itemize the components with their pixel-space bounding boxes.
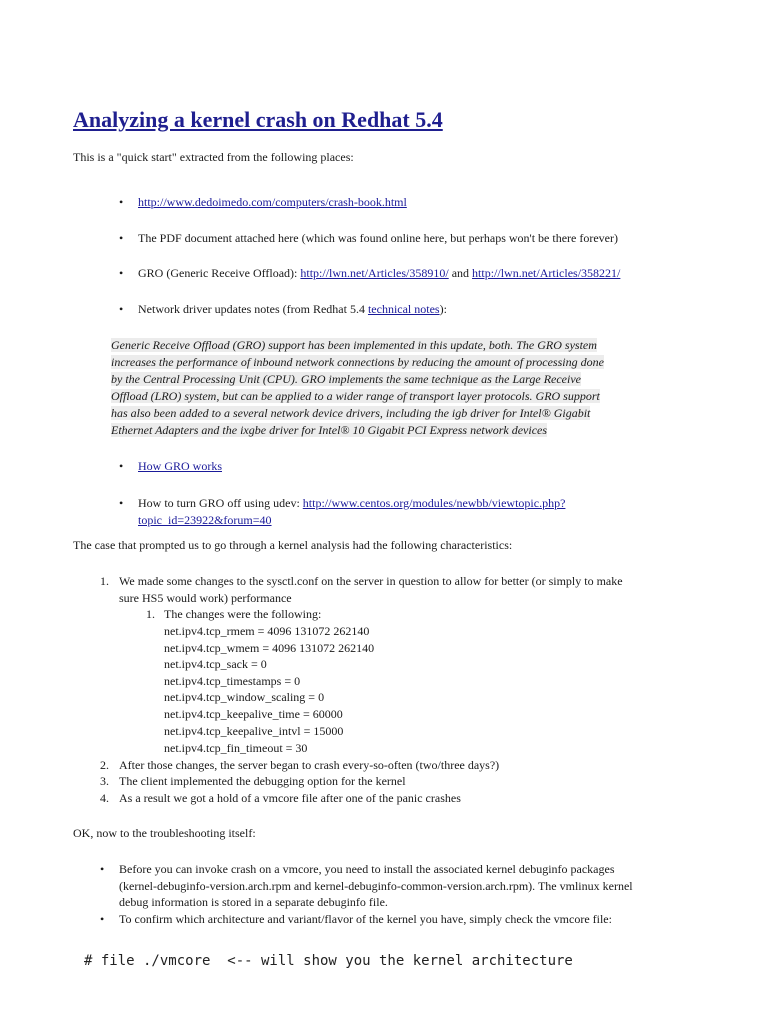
setting-line: net.ipv4.tcp_fin_timeout = 30 (164, 741, 308, 755)
bullet-marker: • (119, 302, 124, 316)
gro-quote-block (111, 337, 651, 439)
crash-book-link[interactable]: http://www.dedoimedo.com/computers/crash-book.html (138, 195, 407, 209)
source-item-2: The PDF document attached here (which was found online here, but perhaps won't be there forever) (138, 231, 618, 245)
intro-text: This is a "quick start" extracted from the following places: (73, 150, 354, 164)
turnoff-prefix: How to turn GRO off using udev: (138, 496, 303, 510)
bullet-marker: • (119, 266, 124, 280)
bullet-marker: • (119, 496, 124, 510)
step-number: 4. (100, 791, 109, 805)
code-snippet: # file ./vmcore <-- will show you the kernel architecture (84, 953, 573, 969)
gro-item-1 (138, 458, 222, 474)
setting-line: net.ipv4.tcp_wmem = 4096 131072 262140 (164, 641, 375, 655)
step-number: 2. (100, 758, 109, 772)
step-1-line1: We made some changes to the sysctl.conf on the server in question to allow for better (or simply to make (119, 574, 623, 588)
source-item-3 (138, 265, 620, 281)
setting-line: net.ipv4.tcp_sack = 0 (164, 657, 267, 671)
gro-prefix: GRO (Generic Receive Offload): (138, 266, 301, 280)
setting-line: net.ipv4.tcp_window_scaling = 0 (164, 690, 325, 704)
troubleshoot-item-1-line2: (kernel-debuginfo-version.arch.rpm and kernel-debuginfo-common-version.arch.rpm). The vmlinux kernel (119, 879, 633, 893)
centos-link-part1[interactable]: http://www.centos.org/modules/newbb/viewtopic.php? (302, 496, 566, 510)
how-gro-works-link[interactable]: How GRO works (138, 459, 222, 473)
page-title[interactable]: Analyzing a kernel crash on Redhat 5.4 (73, 107, 443, 132)
quote-line: Offload (LRO) system, but can be applied to a wider range of transport layer protocols. GRO support (111, 389, 600, 403)
bullet-marker: • (119, 459, 124, 473)
troubleshoot-item-1-line1: Before you can invoke crash on a vmcore, you need to install the associated kernel debuginfo packages (119, 862, 615, 876)
step-3: The client implemented the debugging option for the kernel (119, 774, 406, 788)
notes-suffix: ): (439, 302, 447, 316)
step-4: As a result we got a hold of a vmcore file after one of the panic crashes (119, 791, 461, 805)
bullet-marker: • (100, 912, 105, 926)
troubleshoot-item-1-line3: debug information is stored in a separate debuginfo file. (119, 895, 388, 909)
bullet-marker: • (119, 231, 124, 245)
gro-item-2 (138, 495, 565, 511)
setting-line: net.ipv4.tcp_timestamps = 0 (164, 674, 301, 688)
notes-prefix: Network driver updates notes (from Redhat 5.4 (138, 302, 368, 316)
lwn-link-1[interactable]: http://lwn.net/Articles/358910/ (300, 266, 449, 280)
case-intro-text: The case that prompted us to go through a kernel analysis had the following characteristics: (73, 538, 513, 552)
source-item-1 (138, 194, 407, 210)
centos-link-part2[interactable]: topic_id=23922&forum=40 (138, 513, 272, 527)
step-number: 3. (100, 774, 109, 788)
technical-notes-link[interactable]: technical notes (367, 302, 440, 316)
and-text: and (448, 266, 473, 280)
quote-line: Ethernet Adapters and the ixgbe driver for Intel® 10 Gigabit PCI Express network devices (111, 423, 548, 437)
quote-line: has also been added to a several network device drivers, including the igb driver for Intel® Gigabit (111, 406, 591, 420)
bullet-marker: • (119, 195, 124, 209)
source-item-4 (138, 301, 447, 317)
step-number: 1. (100, 574, 109, 588)
bullet-marker: • (100, 862, 105, 876)
lwn-link-2[interactable]: http://lwn.net/Articles/358221/ (472, 266, 621, 280)
quote-line: increases the performance of inbound network connections by reducing the amount of processing done (111, 355, 604, 369)
setting-line: net.ipv4.tcp_keepalive_intvl = 15000 (164, 724, 344, 738)
substep-label: The changes were the following: (164, 607, 322, 621)
troubleshoot-intro-text: OK, now to the troubleshooting itself: (73, 826, 256, 840)
quote-line: by the Central Processing Unit (CPU). GRO implements the same technique as the Large Receive (111, 372, 581, 386)
substep-number: 1. (146, 607, 155, 621)
setting-line: net.ipv4.tcp_keepalive_time = 60000 (164, 707, 343, 721)
setting-line: net.ipv4.tcp_rmem = 4096 131072 262140 (164, 624, 370, 638)
troubleshoot-item-2: To confirm which architecture and variant/flavor of the kernel you have, simply check the vmcore file: (119, 912, 612, 926)
gro-item-2-cont (138, 512, 272, 528)
quote-line: Generic Receive Offload (GRO) support has been implemented in this update, both. The GRO system (111, 338, 597, 352)
step-1-line2: sure HS5 would work) performance (119, 591, 292, 605)
step-2: After those changes, the server began to crash every-so-often (two/three days?) (119, 758, 500, 772)
